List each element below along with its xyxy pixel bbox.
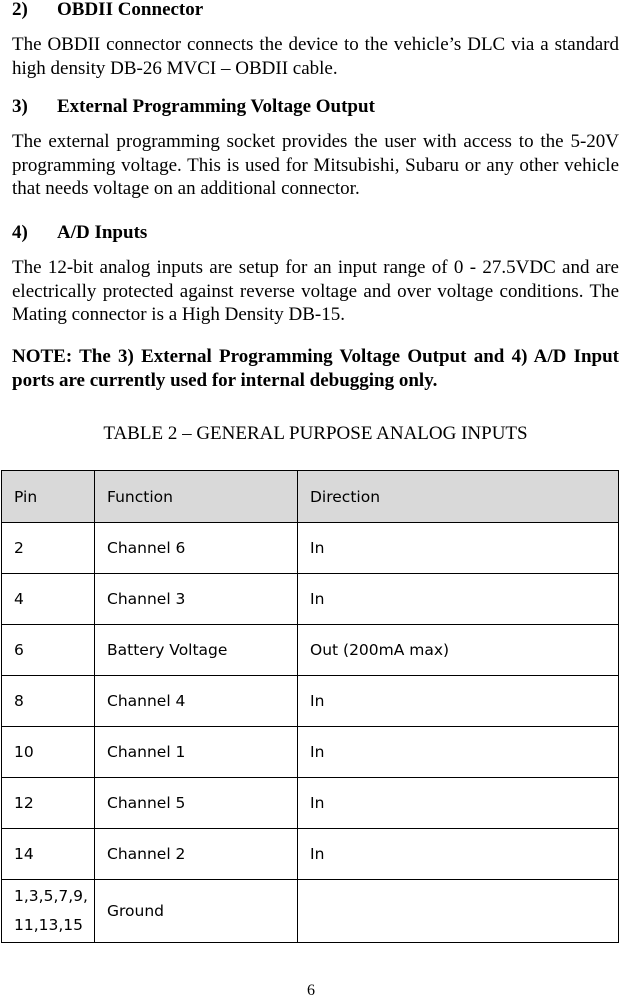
section-number: 2) <box>12 0 28 20</box>
table-row <box>2 829 619 880</box>
pin-line: 11,13,15 <box>14 916 84 934</box>
cell-direction: Out (200mA max) <box>298 625 619 676</box>
cell-direction: In <box>298 778 619 829</box>
section-number: 4) <box>12 222 28 243</box>
cell-pin: 14 <box>2 829 95 880</box>
table-row <box>2 676 619 727</box>
section-body-ad-inputs: The 12-bit analog inputs are setup for an input range of 0 - 27.5VDC and are electrically protected against reverse voltage and over voltage conditions. The Mating connector is a High Density DB-15. <box>12 257 619 325</box>
cell-pin: 8 <box>2 676 95 727</box>
table-row <box>2 625 619 676</box>
cell-pin: 2 <box>2 523 95 574</box>
header-function: Function <box>95 471 298 523</box>
table-caption: TABLE 2 – GENERAL PURPOSE ANALOG INPUTS <box>103 423 528 444</box>
analog-inputs-table <box>1 470 619 943</box>
cell-pin: 6 <box>2 625 95 676</box>
table-row <box>2 574 619 625</box>
header-direction: Direction <box>298 471 619 523</box>
cell-pin <box>2 880 95 943</box>
cell-direction <box>298 880 619 943</box>
page-number: 6 <box>307 982 315 999</box>
section-heading-ad-inputs <box>12 222 619 244</box>
section-body-obdii: The OBDII connector connects the device to the vehicle’s DLC via a standard high density DB-26 MVCI – OBDII cable. <box>12 34 619 79</box>
cell-direction: In <box>298 523 619 574</box>
cell-function: Channel 2 <box>95 829 298 880</box>
section-heading-programming-voltage <box>12 96 619 118</box>
section-heading-obdii <box>12 0 619 21</box>
header-pin: Pin <box>2 471 95 523</box>
section-title: External Programming Voltage Output <box>57 96 375 117</box>
table-row <box>2 523 619 574</box>
section-number: 3) <box>12 96 28 117</box>
cell-function: Channel 4 <box>95 676 298 727</box>
table-row <box>2 778 619 829</box>
cell-pin: 10 <box>2 727 95 778</box>
cell-function: Channel 5 <box>95 778 298 829</box>
table-row <box>2 880 619 943</box>
cell-function: Channel 3 <box>95 574 298 625</box>
cell-pin: 12 <box>2 778 95 829</box>
section-title: OBDII Connector <box>57 0 204 20</box>
cell-direction: In <box>298 676 619 727</box>
cell-pin: 4 <box>2 574 95 625</box>
cell-function: Channel 1 <box>95 727 298 778</box>
cell-function: Battery Voltage <box>95 625 298 676</box>
cell-direction: In <box>298 574 619 625</box>
section-body-programming-voltage: The external programming socket provides the user with access to the 5-20V programming voltage. This is used for Mitsubishi, Subaru or any other vehicle that needs voltage on an additional connector. <box>12 131 619 199</box>
cell-function: Ground <box>95 880 298 943</box>
table-header-row <box>2 471 619 523</box>
debug-note: NOTE: The 3) External Programming Voltage Output and 4) A/D Input ports are currently used for internal debugging only. <box>12 346 619 391</box>
cell-direction: In <box>298 829 619 880</box>
table-row <box>2 727 619 778</box>
cell-direction: In <box>298 727 619 778</box>
cell-function: Channel 6 <box>95 523 298 574</box>
section-title: A/D Inputs <box>57 222 148 243</box>
pin-line: 1,3,5,7,9, <box>14 887 88 905</box>
